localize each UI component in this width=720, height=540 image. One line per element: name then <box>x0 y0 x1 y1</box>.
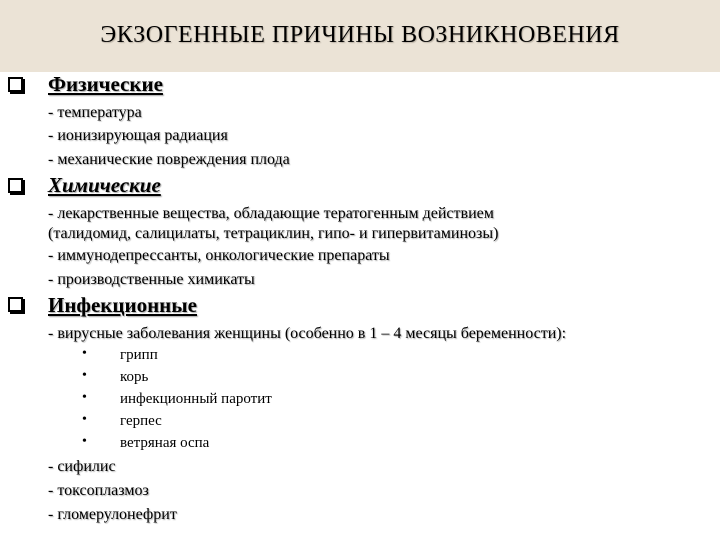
bullet-dot-icon: • <box>82 346 87 361</box>
list-item: - иммунодепрессанты, онкологические препараты <box>48 247 390 264</box>
list-item: - механические повреждения плода <box>48 151 290 168</box>
checkbox-bullet-icon <box>8 297 23 312</box>
checkbox-bullet-icon <box>8 178 23 193</box>
section-heading-physical: Физические <box>48 72 163 96</box>
bullet-dot-icon: • <box>82 412 87 427</box>
section-heading-infectious: Инфекционные <box>48 293 197 317</box>
list-item: - температура <box>48 104 142 121</box>
title-banner <box>0 0 720 72</box>
bullet-dot-icon: • <box>82 434 87 449</box>
sub-list-item: грипп <box>120 347 158 363</box>
list-item: - гломерулонефрит <box>48 506 177 523</box>
sub-list-item: ветряная оспа <box>120 435 210 451</box>
list-item: - ионизирующая радиация <box>48 127 228 144</box>
sub-list-item: герпес <box>120 413 162 429</box>
sub-list-item: корь <box>120 369 149 385</box>
list-item: - сифилис <box>48 458 116 475</box>
list-item: (талидомид, салицилаты, тетрациклин, гипо- и гипервитаминозы) <box>48 225 499 242</box>
list-item: - производственные химикаты <box>48 271 255 288</box>
sub-list-item: инфекционный паротит <box>120 391 272 407</box>
bullet-dot-icon: • <box>82 368 87 383</box>
list-item: - вирусные заболевания женщины (особенно в 1 – 4 месяцы беременности): <box>48 325 567 342</box>
list-item: - токсоплазмоз <box>48 482 149 499</box>
section-heading-chemical: Химические <box>48 173 161 197</box>
bullet-dot-icon: • <box>82 390 87 405</box>
checkbox-bullet-icon <box>8 77 23 92</box>
page-title: ЭКЗОГЕННЫЕ ПРИЧИНЫ ВОЗНИКНОВЕНИЯ <box>100 22 620 48</box>
list-item: - лекарственные вещества, обладающие тератогенным действием <box>48 205 494 222</box>
